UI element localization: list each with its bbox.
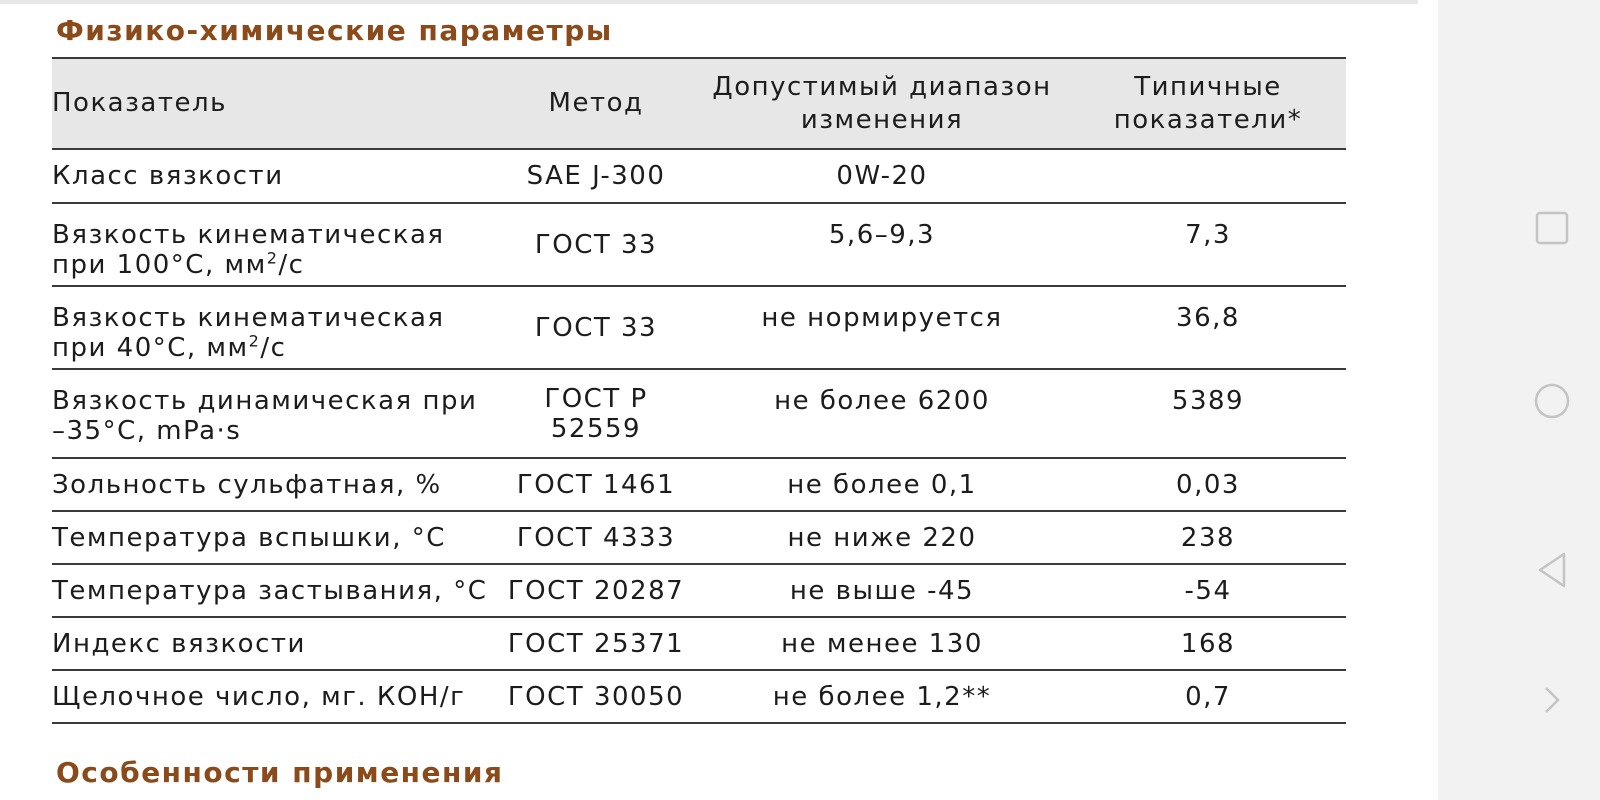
chevron-right-icon[interactable] (1532, 680, 1572, 720)
row-indicator: Индекс вязкости (52, 617, 498, 670)
parameters-table (52, 57, 1346, 724)
row-range: не нормируется (694, 286, 1070, 369)
row-indicator: Класс вязкости (52, 149, 498, 203)
row-typical: 0,03 (1070, 458, 1346, 511)
row-indicator: Температура вспышки, °С (52, 511, 498, 564)
row-typical (1070, 149, 1346, 203)
table-row (52, 203, 1346, 286)
table-row (52, 511, 1346, 564)
row-typical: 238 (1070, 511, 1346, 564)
row-range: не более 1,2** (694, 670, 1070, 723)
row-indicator: Вязкость кинематическая при 100°С, $мм^2/с$ (52, 203, 498, 286)
header-indicator: Показатель (52, 58, 498, 149)
row-indicator: Температура застывания, °С (52, 564, 498, 617)
row-typical: 0,7 (1070, 670, 1346, 723)
table-row (52, 369, 1346, 458)
table-row (52, 458, 1346, 511)
row-typical: 5389 (1070, 369, 1346, 458)
header-typical: Типичные показатели* (1070, 58, 1346, 149)
row-method: ГОСТ 33 (498, 203, 694, 286)
row-method: ГОСТ Р 52559 (498, 369, 694, 458)
row-range: не более 0,1 (694, 458, 1070, 511)
table-row (52, 286, 1346, 369)
row-typical: 168 (1070, 617, 1346, 670)
square-icon[interactable] (1532, 208, 1572, 248)
circle-icon[interactable] (1532, 381, 1572, 421)
row-method: ГОСТ 1461 (498, 458, 694, 511)
header-range: Допустимый диапазон изменения (694, 58, 1070, 149)
section-title: Физико-химические параметры (56, 14, 613, 47)
page-top-edge (0, 0, 1418, 4)
triangle-back-icon[interactable] (1532, 550, 1572, 590)
row-method: ГОСТ 33 (498, 286, 694, 369)
next-section-title: Особенности применения (56, 756, 504, 789)
row-indicator: Щелочное число, мг. КОН/г (52, 670, 498, 723)
row-range: 0W-20 (694, 149, 1070, 203)
row-typical: 7,3 (1070, 203, 1346, 286)
row-range: 5,6–9,3 (694, 203, 1070, 286)
row-typical: 36,8 (1070, 286, 1346, 369)
row-range: не менее 130 (694, 617, 1070, 670)
row-range: не выше -45 (694, 564, 1070, 617)
row-method: ГОСТ 20287 (498, 564, 694, 617)
row-indicator: Вязкость кинематическая при 40°С, $мм^2/с$ (52, 286, 498, 369)
table-row (52, 564, 1346, 617)
row-indicator: Вязкость динамическая при –35°С, mPa·s (52, 369, 498, 458)
row-method: ГОСТ 30050 (498, 670, 694, 723)
table-row (52, 149, 1346, 203)
row-method: SAE J-300 (498, 149, 694, 203)
table-row (52, 617, 1346, 670)
header-method: Метод (498, 58, 694, 149)
row-indicator: Зольность сульфатная, % (52, 458, 498, 511)
navigation-bar (1438, 0, 1600, 800)
row-typical: -54 (1070, 564, 1346, 617)
table-row (52, 670, 1346, 723)
row-method: ГОСТ 4333 (498, 511, 694, 564)
row-method: ГОСТ 25371 (498, 617, 694, 670)
row-range: не ниже 220 (694, 511, 1070, 564)
row-range: не более 6200 (694, 369, 1070, 458)
table-header-row (52, 58, 1346, 149)
